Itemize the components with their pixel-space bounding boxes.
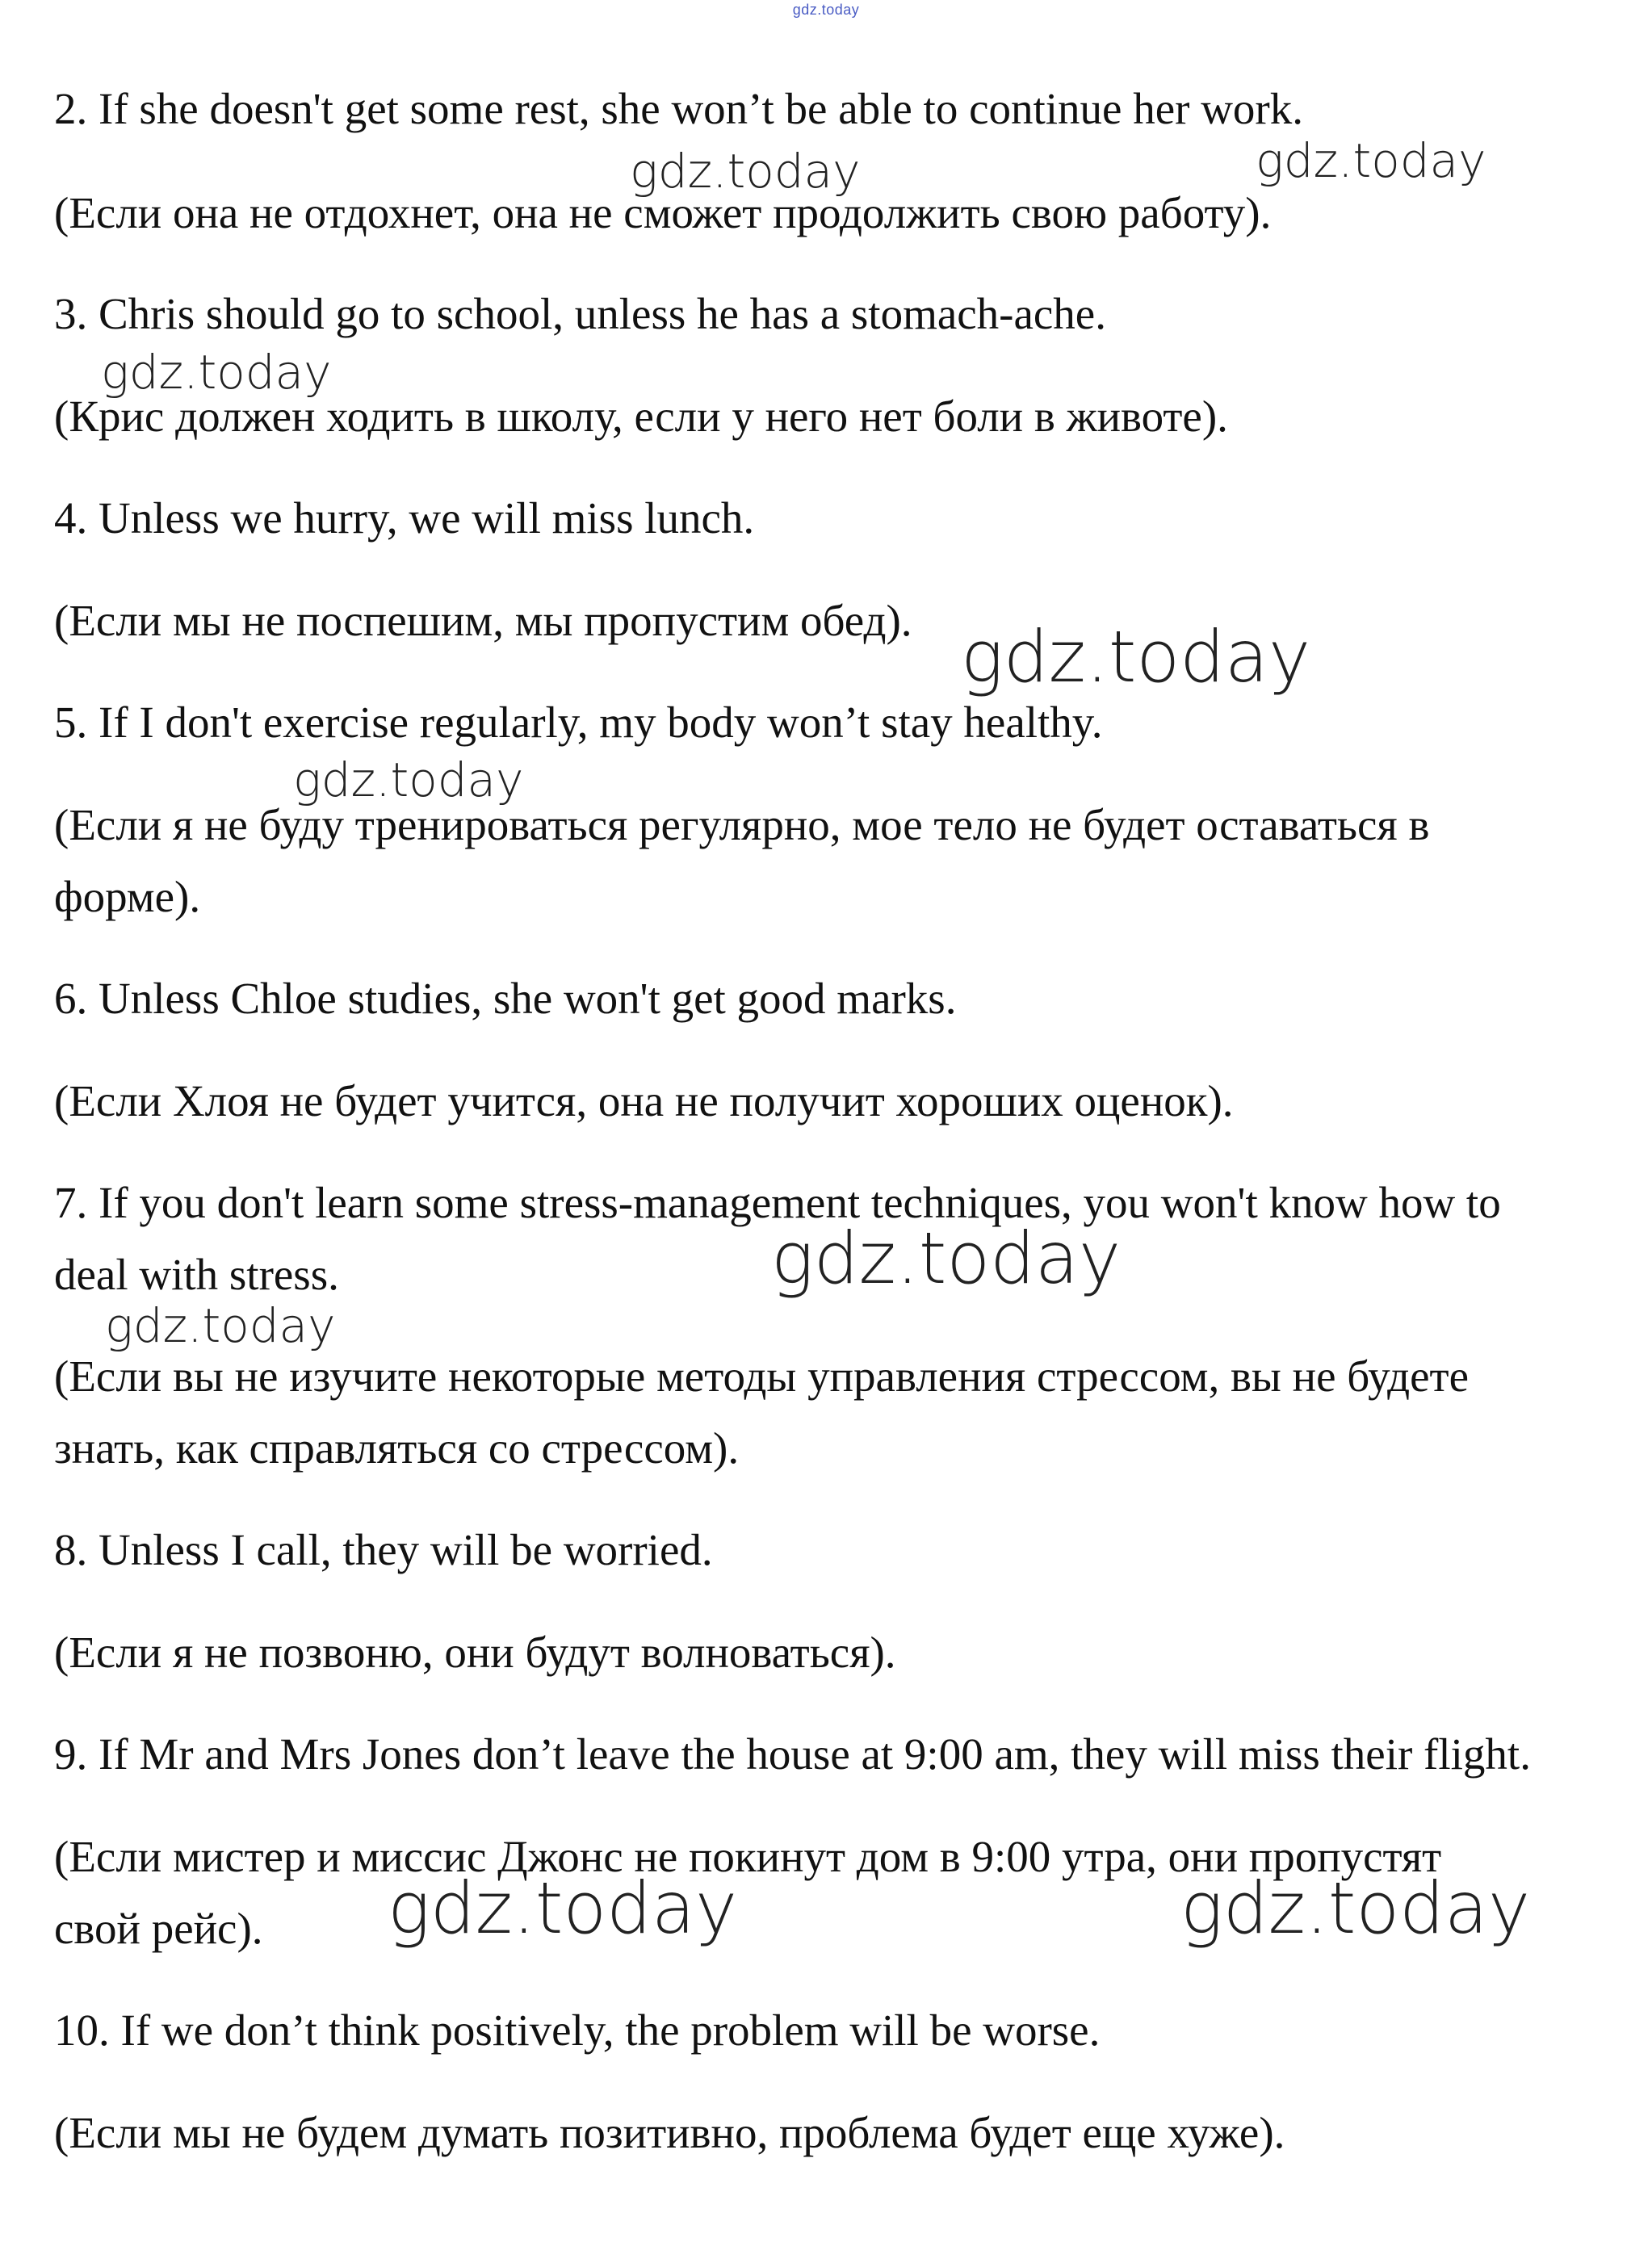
item-7-russian-line-1: (Если вы не изучите некоторые методы управления стрессом, вы не будете (54, 1351, 1469, 1401)
site-mark: gdz.today (792, 2, 860, 18)
item-7-english-line-1: 7. If you don't learn some stress-management techniques, you won't know how to (54, 1178, 1501, 1227)
item-8-english: 8. Unless I call, they will be worried. (54, 1525, 713, 1574)
item-4-english: 4. Unless we hurry, we will miss lunch. (54, 493, 755, 543)
item-3-russian: (Крис должен ходить в школу, если у него нет боли в животе). (54, 392, 1228, 441)
item-2-russian: (Если она не отдохнет, она не сможет продолжить свою работу). (54, 188, 1272, 237)
item-10-russian: (Если мы не будем думать позитивно, проблема будет еще хуже). (54, 2108, 1285, 2157)
item-9-russian-line-1: (Если мистер и миссис Джонс не покинут дом в 9:00 утра, они пропустят (54, 1832, 1442, 1881)
watermark: gdz.today (1180, 1867, 1531, 1950)
watermark: gdz.today (630, 144, 861, 199)
item-2-english: 2. If she doesn't get some rest, she won’t be able to continue her work. (54, 84, 1303, 133)
item-9-russian-line-2: свой рейс). (54, 1904, 263, 1953)
item-8-russian: (Если я не позвоню, они будут волноваться). (54, 1628, 896, 1677)
item-5-russian-line-1: (Если я не буду тренироваться регулярно, мое тело не будет оставаться в (54, 800, 1430, 849)
watermark: gdz.today (1256, 133, 1486, 188)
item-6-russian: (Если Хлоя не будет учится, она не получит хороших оценок). (54, 1076, 1234, 1125)
watermark: gdz.today (961, 615, 1311, 698)
watermark: gdz.today (388, 1867, 738, 1950)
item-6-english: 6. Unless Chloe studies, she won't get good marks. (54, 974, 957, 1023)
watermark: gdz.today (771, 1217, 1122, 1300)
item-3-english: 3. Chris should go to school, unless he has a stomach-ache. (54, 289, 1106, 338)
item-9-english: 9. If Mr and Mrs Jones don’t leave the house at 9:00 am, they will miss their flight. (54, 1729, 1531, 1779)
item-4-russian: (Если мы не поспешим, мы пропустим обед). (54, 596, 912, 645)
item-5-english: 5. If I don't exercise regularly, my body won’t stay healthy. (54, 698, 1103, 747)
watermark: gdz.today (101, 345, 332, 400)
item-10-english: 10. If we don’t think positively, the problem will be worse. (54, 2005, 1101, 2055)
item-7-english-line-2: deal with stress. (54, 1250, 339, 1299)
watermark: gdz.today (293, 752, 524, 807)
item-5-russian-line-2: форме). (54, 872, 201, 921)
item-7-russian-line-2: знать, как справляться со стрессом). (54, 1423, 740, 1473)
watermark: gdz.today (105, 1298, 336, 1353)
